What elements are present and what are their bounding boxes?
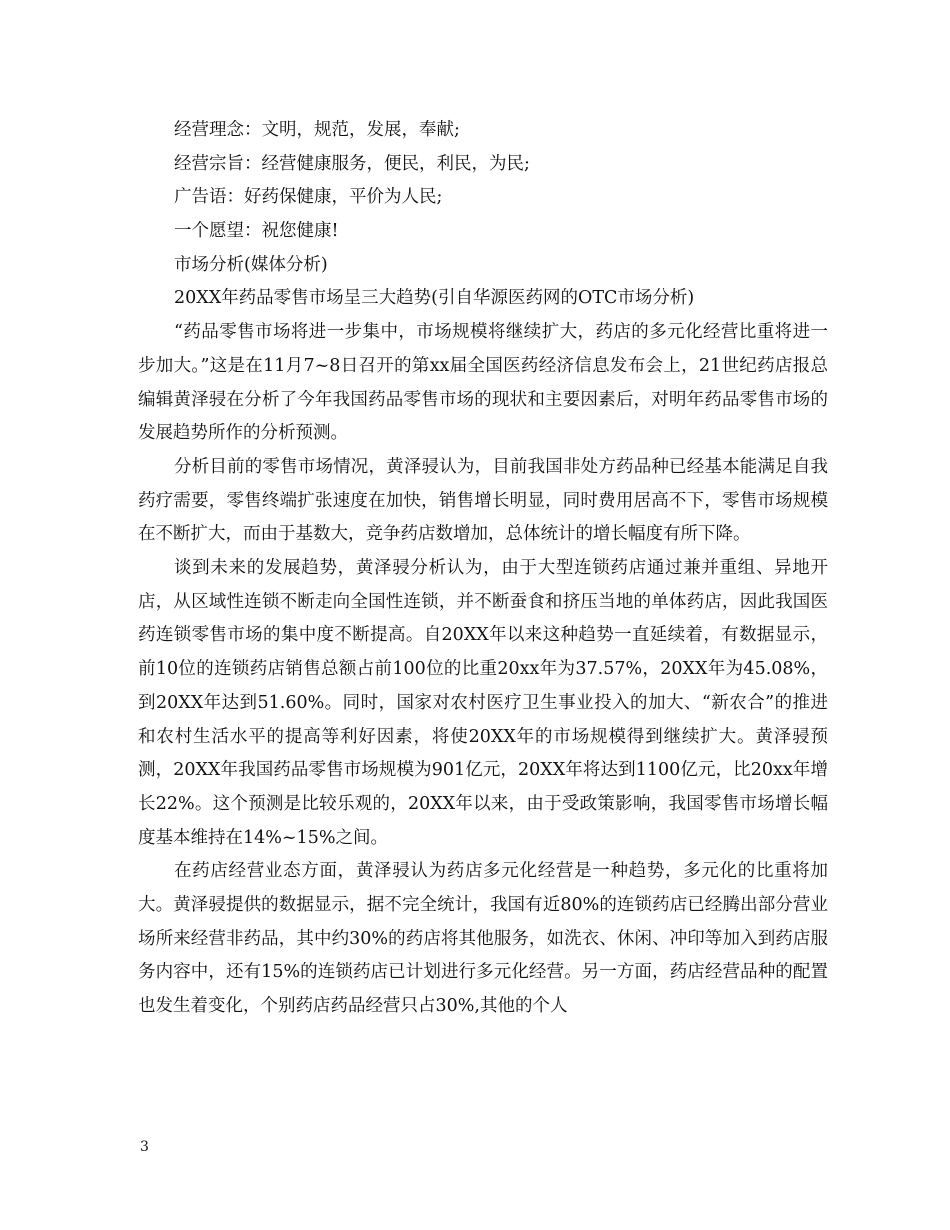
paragraph-diversification: 在药店经营业态方面，黄泽骎认为药店多元化经营是一种趋势，多元化的比重将加大。黄泽骎提供的数据显示，据不完全统计，我国有近80%的连锁药店已经腾出部分营业场所来经营非药品，其中约30%的药店将其他服务，如洗衣、休闲、冲印等加入到药店服务内容中，还有15%的连锁药店已计划进行多元化经营。另一方面，药店经营品种的配置也发生着变化，个别药店药品经营只占30%,其他的个人 [138, 861, 828, 1017]
slogan-line: 广告语：好药保健康，平价为人民; [174, 187, 443, 208]
page-number: 3 [140, 1139, 149, 1155]
document-body [138, 114, 828, 1024]
retail-trends-heading: 20XX年药品零售市场呈三大趋势(引自华源医药网的OTC市场分析) [174, 288, 695, 309]
wish-line: 一个愿望：祝您健康! [174, 221, 339, 242]
business-purpose-line: 经营宗旨：经营健康服务，便民，利民，为民; [174, 153, 530, 174]
paragraph-retail-forecast: “药品零售市场将进一步集中，市场规模将继续扩大，药店的多元化经营比重将进一步加大。”这是在11月7~8日召开的第xx届全国医药经济信息发布会上，21世纪药店报总编辑黄泽骎在分析了今年我国药品零售市场的现状和主要因素后，对明年药品零售市场的发展趋势所作的分析预测。 [138, 322, 828, 444]
paragraph-current-market: 分析目前的零售市场情况，黄泽骎认为，目前我国非处方药品种已经基本能满足自我药疗需要，零售终端扩张速度在加快，销售增长明显，同时费用居高不下，零售市场规模在不断扩大，而由于基数大，竞争药店数增加，总体统计的增长幅度有所下降。 [138, 456, 828, 545]
paragraph-future-trends: 谈到未来的发展趋势，黄泽骎分析认为，由于大型连锁药店通过兼并重组、异地开店，从区域性连锁不断走向全国性连锁，并不断蚕食和挤压当地的单体药店，因此我国医药连锁零售市场的集中度不断提高。自20XX年以来这种趋势一直延续着，有数据显示，前10位的连锁药店销售总额占前100位的比重20xx年为37.57%，20XX年为45.08%，到20XX年达到51.60%。同时，国家对农村医疗卫生事业投入的加大、“新农合”的推进和农村生活水平的提高等利好因素，将使20XX年的市场规模得到继续扩大。黄泽骎预测，20XX年我国药品零售市场规模为901亿元，20XX年将达到1100亿元，比20xx年增长22%。这个预测是比较乐观的，20XX年以来，由于受政策影响，我国零售市场增长幅度基本维持在14%~15%之间。 [138, 558, 828, 848]
business-philosophy-line: 经营理念：文明，规范，发展，奉献; [174, 120, 460, 140]
market-analysis-heading: 市场分析(媒体分析) [174, 254, 328, 275]
